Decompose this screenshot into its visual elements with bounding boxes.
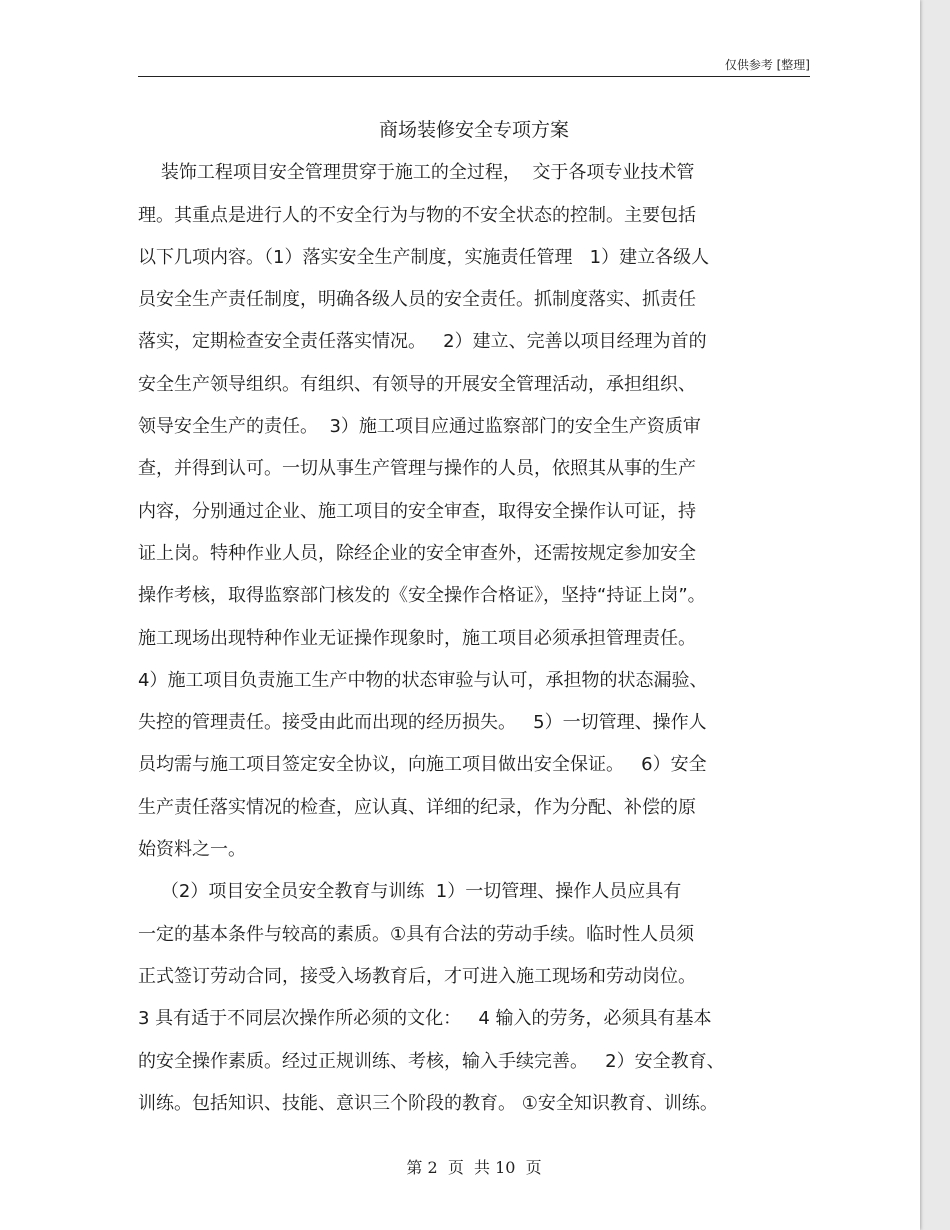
body-line: 的安全操作素质。经过正规训练、考核，输入手续完善。 2）安全教育、 — [138, 1051, 725, 1072]
document-title: 商场装修安全专项方案 — [378, 119, 569, 141]
body-line: 始资料之一。 — [138, 839, 246, 860]
body-line: 员安全生产责任制度，明确各级人员的安全责任。抓制度落实、抓责任 — [138, 289, 696, 310]
body-line: 4）施工项目负责施工生产中物的状态审验与认可，承担物的状态漏验、 — [138, 670, 708, 691]
body-line: 生产责任落实情况的检查，应认真、详细的纪录，作为分配、补偿的原 — [138, 797, 696, 818]
body-line: 以下几项内容。（1）落实安全生产制度，实施责任管理 1）建立各级人 — [138, 247, 710, 268]
body-line: 领导安全生产的责任。 3）施工项目应通过监察部门的安全生产资质审 — [138, 416, 701, 437]
body-line: 一定的基本条件与较高的素质。①具有合法的劳动手续。临时性人员须 — [138, 924, 695, 945]
body-line: 正式签订劳动合同，接受入场教育后，才可进入施工现场和劳动岗位。 — [138, 966, 696, 987]
body-line: 安全生产领导组织。有组织、有领导的开展安全管理活动，承担组织、 — [138, 374, 696, 395]
body-line: 操作考核，取得监察部门核发的《安全操作合格证》，坚持“持证上岗”。 — [138, 585, 706, 606]
header-rule — [138, 76, 810, 77]
body-line: 施工现场出现特种作业无证操作现象时，施工项目必须承担管理责任。 — [138, 628, 696, 649]
body-line: 3 具有适于不同层次操作所必须的文化： 4 输入的劳务，必须具有基本 — [138, 1008, 712, 1029]
page-number-footer: 第 2 页 共 10 页 — [406, 1158, 542, 1177]
body-line: 证上岗。特种作业人员，除经企业的安全审查外，还需按规定参加安全 — [138, 543, 696, 564]
header-note: 仅供参考 [整理] — [724, 58, 810, 72]
body-line: 理。其重点是进行人的不安全行为与物的不安全状态的控制。主要包括 — [138, 205, 696, 226]
body-line: 内容，分别通过企业、施工项目的安全审查，取得安全操作认可证，持 — [138, 501, 696, 522]
body-line: 落实，定期检查安全责任落实情况。 2）建立、完善以项目经理为首的 — [138, 331, 707, 352]
body-line: 员均需与施工项目签定安全协议，向施工项目做出安全保证。 6）安全 — [138, 754, 707, 775]
body-line: 失控的管理责任。接受由此而出现的经历损失。 5）一切管理、操作人 — [138, 712, 707, 733]
body-line: 训练。包括知识、技能、意识三个阶段的教育。 ①安全知识教育、训练。 — [138, 1093, 718, 1114]
body-line: 查，并得到认可。一切从事生产管理与操作的人员，依照其从事的生产 — [138, 458, 696, 479]
body-line: （2）项目安全员安全教育与训练 1）一切管理、操作人员应具有 — [138, 881, 682, 902]
body-line: 装饰工程项目安全管理贯穿于施工的全过程， 交于各项专业技术管 — [138, 162, 695, 183]
